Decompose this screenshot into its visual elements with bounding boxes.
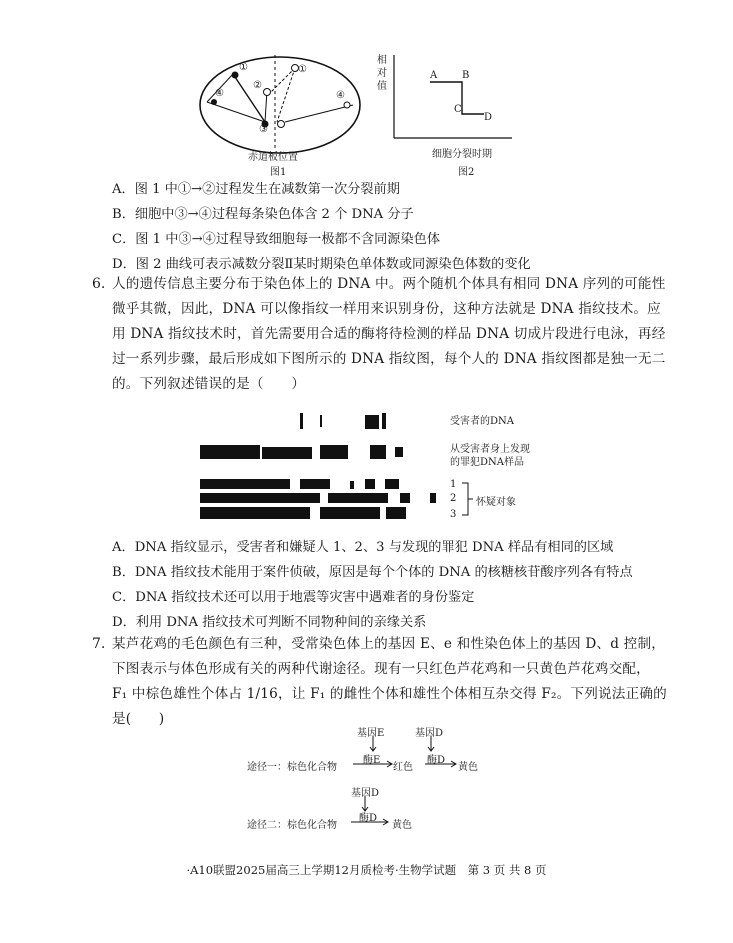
fig1-mark-2: ② (253, 80, 262, 91)
gel-label-suspects: 怀疑对象 (476, 497, 516, 508)
gel-label-n2: 2 (450, 493, 457, 504)
q6-number: 6. (92, 276, 106, 292)
dna-fingerprint-gel (200, 405, 460, 530)
fig2-point-a: A (430, 70, 438, 81)
pathway1-yellow: 黄色 (458, 762, 478, 773)
gene-e-label: 基因E (357, 728, 385, 739)
pathway1-label: 途径一：棕色化合物 (247, 762, 337, 773)
pathway2-yellow: 黄色 (392, 820, 412, 831)
fig1-mark-1a: ① (239, 62, 248, 73)
pathway1-enzyme-e: 酶E (363, 755, 381, 766)
q5-option-d: D．图 2 曲线可表示减数分裂Ⅱ某时期染色单体数或同源染色体数的变化 (112, 257, 531, 272)
q6-option-b: B．DNA 指纹技术能用于案件侦破，原因是每个个体的 DNA 的核糖核苷酸序列各有特点 (112, 565, 633, 580)
q5-option-c: C．图 1 中③→④过程导致细胞每一极都不含同源染色体 (112, 232, 441, 247)
fig2-point-c: C (454, 104, 462, 115)
gel-label-found-2: 的罪犯DNA样品 (450, 457, 524, 468)
pathway1-red: 红色 (393, 762, 413, 773)
fig2-point-d: D (484, 112, 493, 123)
q6-option-c: C．DNA 指纹技术还可以用于地震等灾害中遇难者的身份鉴定 (112, 590, 475, 605)
q7-stem: 某芦花鸡的毛色颜色有三种，受常染色体上的基因 E、e 和性染色体上的基因 D、d 控制， 下图表示与体色形成有关的两种代谢途径。现有一只红色芦花鸡和一只黄色芦花鸡交配， F₁ 中棕色雄性个体占 1/16，让 F₁ 的雌性个体和雄性个体相互杂交得 F₂。下列说法正确的 是( ) (112, 636, 667, 727)
q6-stem: 人的遗传信息主要分布于染色体上的 DNA 中。两个随机个体具有相同 DNA 序列的可能性 微乎其微，因此，DNA 可以像指纹一样用来识别身份，这种方法就是 DNA 指纹技术。应 用 DNA 指纹技术时，首先需要用合适的酶将待检测的样品 DNA 切成片段进行电泳，再经 过一系列步骤，最后形成如下图所示的 DNA 指纹图，每个人的 DNA 指纹图都是独一无二 的。下列叙述错误的是（ ） (112, 276, 666, 392)
q7-number: 7. (92, 636, 106, 652)
pathway-diagram (245, 720, 495, 840)
figure-2 (372, 50, 522, 160)
fig2-ylabel: 相 对 值 (377, 55, 387, 92)
gel-label-found-1: 从受害者身上发现 (450, 444, 530, 455)
q6-option-a: A．DNA 指纹显示，受害者和嫌疑人 1、2、3 与发现的罪犯 DNA 样品有相同的区域 (112, 540, 614, 555)
pathway2-enzyme-d: 酶D (359, 813, 378, 824)
gene-d-label-1: 基因D (415, 728, 444, 739)
fig2-xlabel: 细胞分裂时期 (432, 149, 492, 160)
gel-label-n3: 3 (450, 509, 457, 520)
figure-2-graph (372, 50, 522, 150)
fig1-mark-3: ③ (259, 124, 268, 135)
fig1-mark-1b: ① (298, 64, 307, 75)
fig1-equator-label: 赤道板位置 (248, 152, 298, 163)
pathway2-label: 途径二：棕色化合物 (247, 820, 337, 831)
q6-option-d: D．利用 DNA 指纹技术可判断不同物种间的亲缘关系 (112, 615, 427, 630)
pathway1-enzyme-d: 酶D (427, 755, 446, 766)
fig1-mark-4a: ④ (215, 88, 224, 99)
gel-bands (200, 405, 450, 525)
q5-option-a: A．图 1 中①→②过程发生在减数第一次分裂前期 (112, 182, 400, 197)
fig1-mark-4b: ④ (336, 90, 345, 101)
gel-label-n1: 1 (450, 479, 457, 490)
gel-label-victim: 受害者的DNA (450, 416, 514, 427)
fig2-point-b: B (462, 70, 470, 81)
page-footer: ·A10联盟2025届高三上学期12月质检考·生物学试题 第 3 页 共 8 页 (186, 863, 547, 877)
q5-option-b: B．细胞中③→④过程每条染色体含 2 个 DNA 分子 (112, 207, 414, 222)
fig1-caption: 图1 (270, 167, 287, 178)
suspect-bracket (460, 480, 474, 518)
gene-d-label-2: 基因D (351, 788, 380, 799)
fig2-caption: 图2 (458, 167, 475, 178)
